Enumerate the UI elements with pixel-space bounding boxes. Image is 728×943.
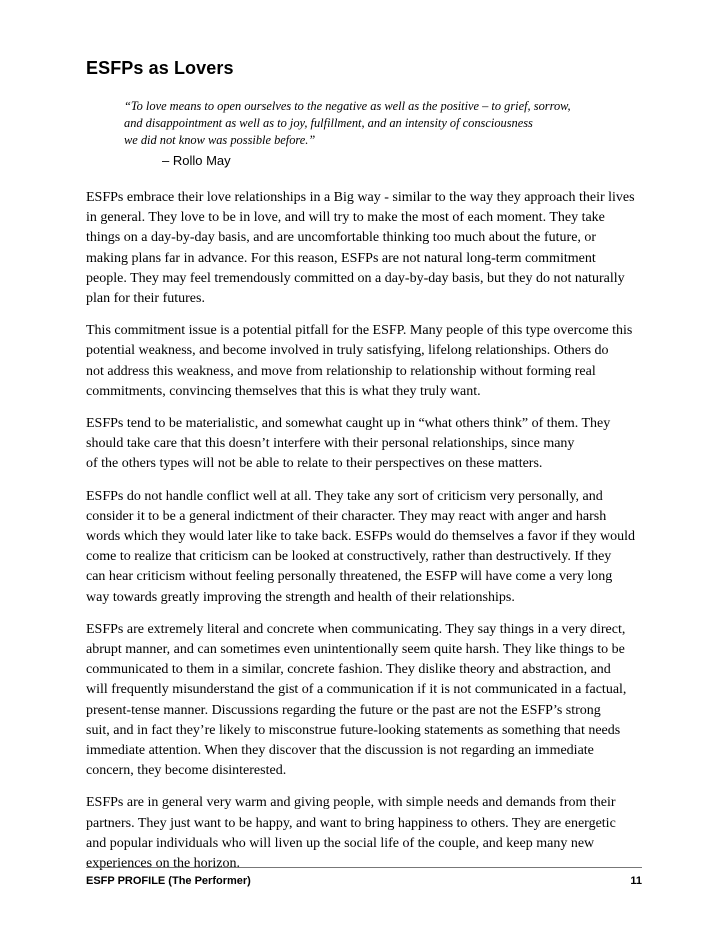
quote-attribution: – Rollo May xyxy=(162,153,231,168)
paragraph: This commitment issue is a potential pitfall for the ESFP. Many people of this type overcome this potential weakness, and become involved in truly satisfying, lifelong relationships. Others do not address this weakness, and move from relationship to relationship without forming real commitments, convincing themselves that this is what they truly want. xyxy=(86,323,633,399)
footer-label: ESFP PROFILE (The Performer) xyxy=(86,875,251,887)
paragraph: ESFPs are in general very warm and giving people, with simple needs and demands from their partners. They just want to be happy, and want to bring happiness to others. They are energetic and popular individuals who will liven up the social life of the couple, and keep many new experiences on the horizon. xyxy=(86,795,616,872)
footer-divider xyxy=(86,867,642,868)
epigraph-quote: “To love means to open ourselves to the negative as well as the positive – to grief, sorrow, and disappointment as well as to joy, fulfillment, and an intensity of consciousness we did not know was possible before.” xyxy=(124,99,571,147)
body-text xyxy=(86,188,642,886)
paragraph: ESFPs embrace their love relationships in a Big way - similar to the way they approach their lives in general. They love to be in love, and will try to make the most of each moment. They take things on a day-by-day basis, and are uncomfortable thinking too much about the future, or making plans far in advance. For this reason, ESFPs are not natural long-term commitment people. They may feel tremendously committed on a day-by-day basis, but they do not naturally plan for their futures. xyxy=(86,190,635,307)
paragraph: ESFPs tend to be materialistic, and somewhat caught up in “what others think” of them. They should take care that this doesn’t interfere with their personal relationships, since many of the others types will not be able to relate to their perspectives on these matters. xyxy=(86,416,611,472)
paragraph: ESFPs do not handle conflict well at all. They take any sort of criticism very personally, and consider it to be a general indictment of their character. They may react with anger and harsh words which they would later like to take back. ESFPs would do themselves a favor if they would come to realize that criticism can be looked at constructively, rather than destructively. If they can hear criticism without feeling personally threatened, the ESFP will have come a very long way towards greatly improving the strength and health of their relationships. xyxy=(86,488,636,605)
page-title: ESFPs as Lovers xyxy=(86,58,234,78)
paragraph: ESFPs are extremely literal and concrete when communicating. They say things in a very direct, abrupt manner, and can sometimes even unintentionally seem quite harsh. They like things to be communicated to them in a similar, concrete fashion. They dislike theory and abstraction, and will frequently misunderstand the gist of a communication if it is not communicated in a factual, present-tense manner. Discussions regarding the future or the past are not the ESFP’s strong suit, and in fact they’re likely to misconstrue future-looking statements as something that needs immediate attention. When they discover that the discussion is not regarding an immediate concern, they become disinterested. xyxy=(86,621,627,779)
page-number: 11 xyxy=(630,875,642,887)
